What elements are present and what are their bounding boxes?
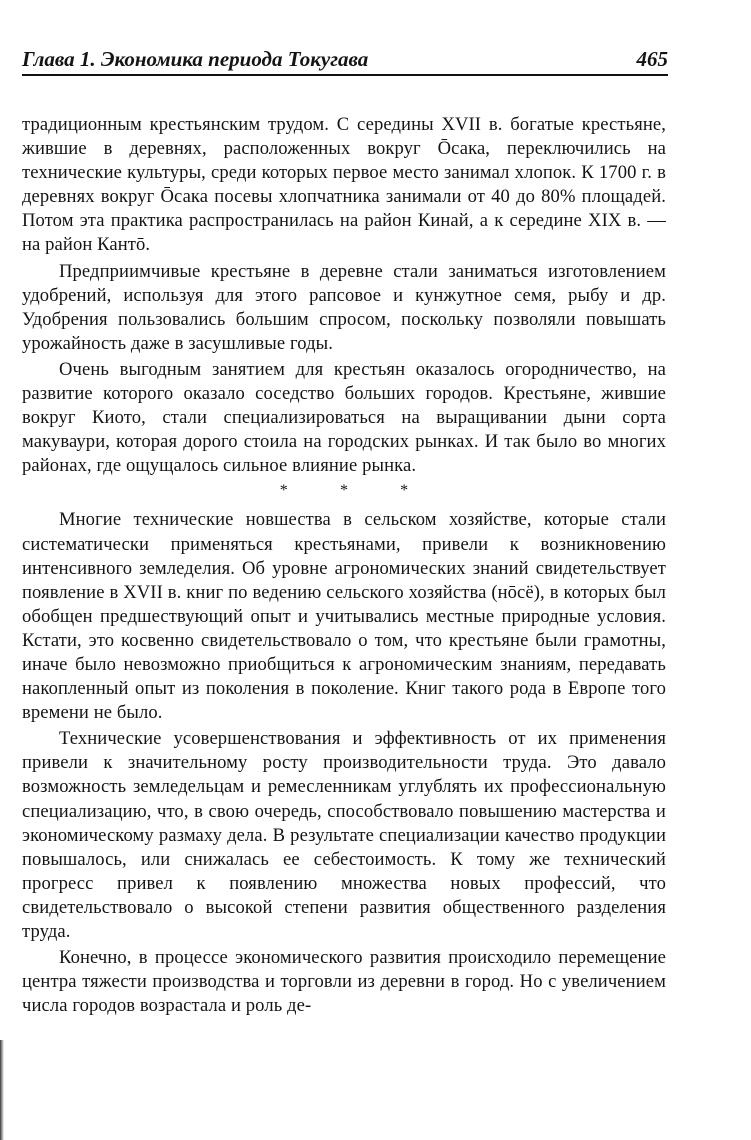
paragraph: Предприимчивые крестьяне в деревне стали заниматься изготовлением удобрений, используя для этого рапсовое и кунжутное семя, рыбу и др. Удобрения пользовались большим спросом, поскольку позволяли повышать урожайность даже в засушливые годы. [22,260,666,354]
body-text [22,113,666,1018]
separator-asterisk: * [339,482,349,500]
paragraph: Очень выгодным занятием для крестьян оказалось огородничество, на развитие которого оказало соседство больших городов. Крестьяне, жившие вокруг Киото, стали специализироваться на выращивании дыни сорта макуваури, которая дорого стоила на городских рынках. И так было во многих районах, где ощущалось сильное влияние рынка. [22,358,666,477]
scan-binding-shadow [0,1040,4,1140]
running-head [22,46,668,72]
page-number: 465 [636,47,668,71]
paragraph: Многие технические новшества в сельском хозяйстве, которые стали систематически применяться крестьянами, привели к возникновению интенсивного земледелия. Об уровне агрономических знаний свидетельствует появление в XVII в. книг по ведению сельского хозяйства (нōсё), в которых был обобщен предшествующий опыт и учитывались местные природные условия. Кстати, это косвенно свидетельствовало о том, что крестьяне были грамотны, иначе было невозможно приобщиться к агрономическим знаниям, передавать накопленный опыт из поколения в поколение. Книг такого рода в Европе того времени не было. [22,509,666,724]
separator-asterisk: * [279,482,288,500]
paragraph-continues: Конечно, в процессе экономического развития происходило перемещение центра тяжести производства и торговли из деревни в город. Но с увеличением числа городов возрастала и роль де- [22,947,666,1017]
section-separator [22,480,666,502]
chapter-title: Глава 1. Экономика периода Токугава [22,47,369,71]
paragraph-continued: традиционным крестьянским трудом. С середины XVII в. богатые крестьяне, жившие в деревнях, расположенных вокруг Ōсака, переключились на технические культуры, среди которых первое место занимал хлопок. К 1700 г. в деревнях вокруг Ōсака посевы хлопчатника занимали от 40 до 80% площадей. Потом эта практика распространилась на район Кинай, а к середине XIX в. — на район Кантō. [22,114,666,256]
header-rule [22,74,668,76]
separator-asterisk: * [400,482,409,500]
paragraph: Технические усовершенствования и эффективность от их применения привели к значительному росту производительности труда. Это давало возможность земледельцам и ремесленникам углублять их профессиональную специализацию, что, в свою очередь, способствовало повышению мастерства и экономическому размаху дела. В результате специализации качество продукции повышалось, или снижалась ее себестоимость. К тому же технический прогресс привел к появлению множества новых профессий, что свидетельствовало о высокой степени развития общественного разделения труда. [22,728,666,942]
